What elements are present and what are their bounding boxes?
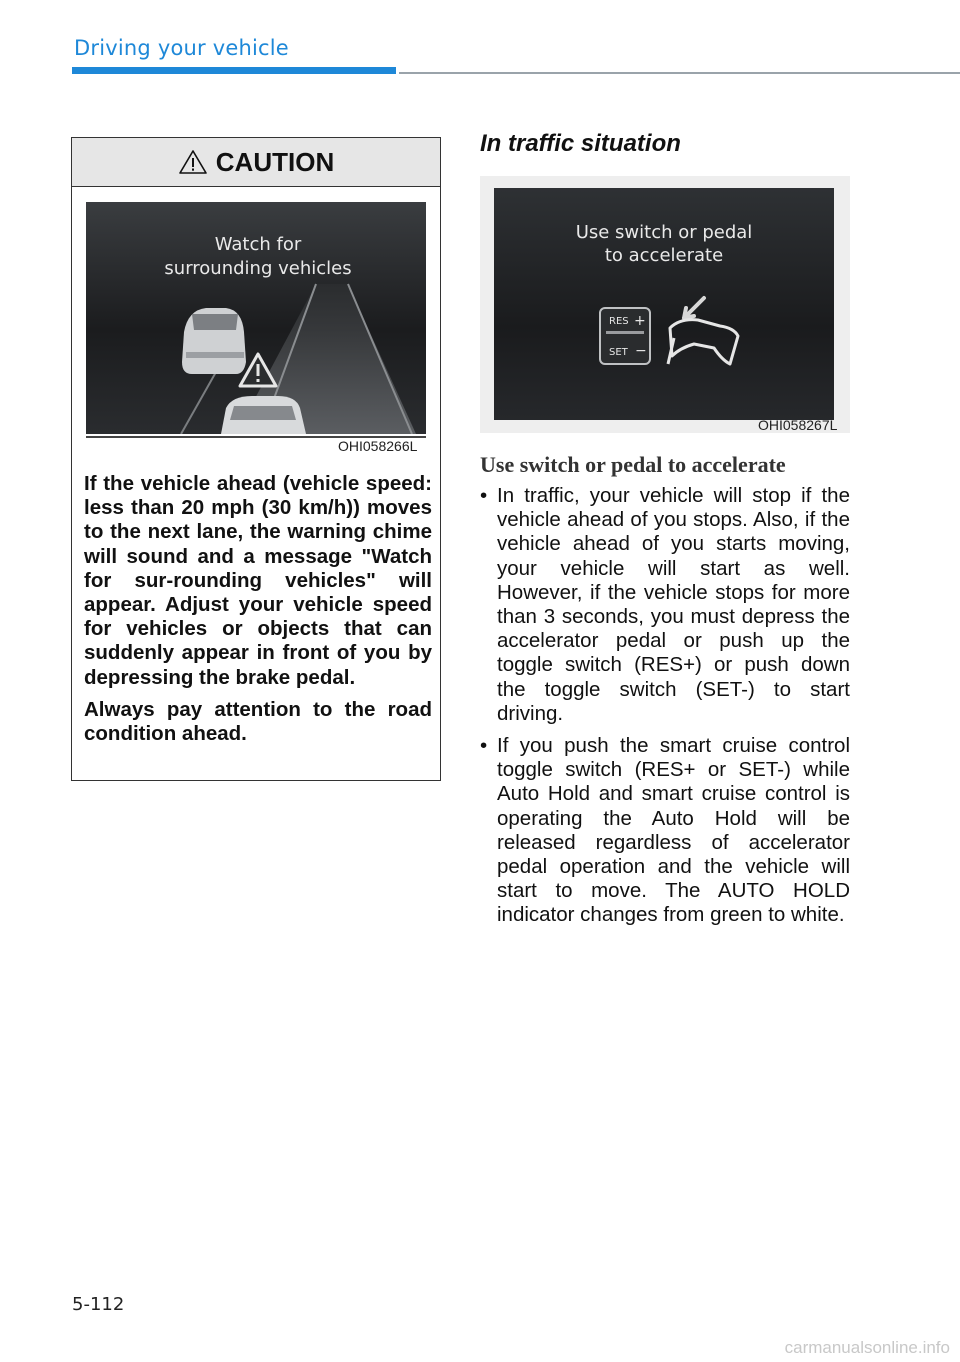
subsection-title: In traffic situation bbox=[480, 130, 681, 157]
caution-text bbox=[84, 472, 432, 754]
toggle-switch-icon bbox=[600, 308, 650, 364]
list-item: • In traffic, your vehicle will stop if the vehicle ahead of you stops. Also, if the vehicle ahead of you starts moving, your vehicle will start as well. However, if the vehicle stops for more than 3 seconds, you must depress the accelerator pedal or push up the toggle switch (RES+) or push down the toggle switch (SET-) to start driving. bbox=[480, 484, 850, 726]
accelerate-screen bbox=[494, 188, 834, 420]
screen-message-line2: to accelerate bbox=[604, 245, 724, 266]
svg-text:−: − bbox=[635, 343, 647, 359]
screen-message-line2: surrounding vehicles bbox=[164, 258, 352, 279]
header-rule bbox=[399, 72, 960, 74]
caution-paragraph: If the vehicle ahead (vehicle speed: less than 20 mph (30 km/h)) moves to the next lane, the warning chime will sound and a message "Watch for sur-rounding vehicles" will appear. Adjust your vehicle speed for vehicles or objects that can suddenly appear in front of you by depressing the brake pedal. bbox=[84, 472, 432, 689]
caution-title: CAUTION bbox=[215, 146, 335, 177]
surrounding-vehicles-screen bbox=[86, 202, 426, 434]
caution-header bbox=[72, 138, 440, 187]
page-number: 5-112 bbox=[72, 1294, 125, 1315]
figure-id: OHI058267L bbox=[758, 417, 838, 433]
caution-figure bbox=[86, 202, 426, 434]
caution-box bbox=[71, 137, 441, 781]
warning-triangle-icon bbox=[178, 149, 208, 175]
watermark: carmanualsonline.info bbox=[784, 1338, 950, 1357]
svg-text:+: + bbox=[634, 313, 646, 329]
vehicle-left-icon bbox=[182, 308, 246, 374]
screen-message-line1: Use switch or pedal bbox=[575, 222, 753, 243]
switch-set-label: SET bbox=[609, 347, 628, 358]
figure-id: OHI058266L bbox=[338, 438, 418, 454]
accelerate-figure bbox=[494, 188, 834, 420]
section-title: Driving your vehicle bbox=[74, 36, 289, 60]
content-heading: Use switch or pedal to accelerate bbox=[480, 452, 786, 477]
header-rule-accent bbox=[72, 67, 396, 74]
screen-message-line1: Watch for bbox=[214, 234, 302, 255]
list-item: • If you push the smart cruise control toggle switch (RES+ or SET-) while Auto Hold and smart cruise control is operating the Auto Hold will be released regardless of accelerator pedal operation and the vehicle will start to move. The AUTO HOLD indicator changes from green to white. bbox=[480, 734, 850, 928]
switch-res-label: RES bbox=[609, 316, 629, 327]
bullet-list bbox=[480, 484, 850, 936]
caution-paragraph: Always pay attention to the road condition ahead. bbox=[84, 697, 432, 746]
own-vehicle-icon bbox=[221, 396, 306, 434]
